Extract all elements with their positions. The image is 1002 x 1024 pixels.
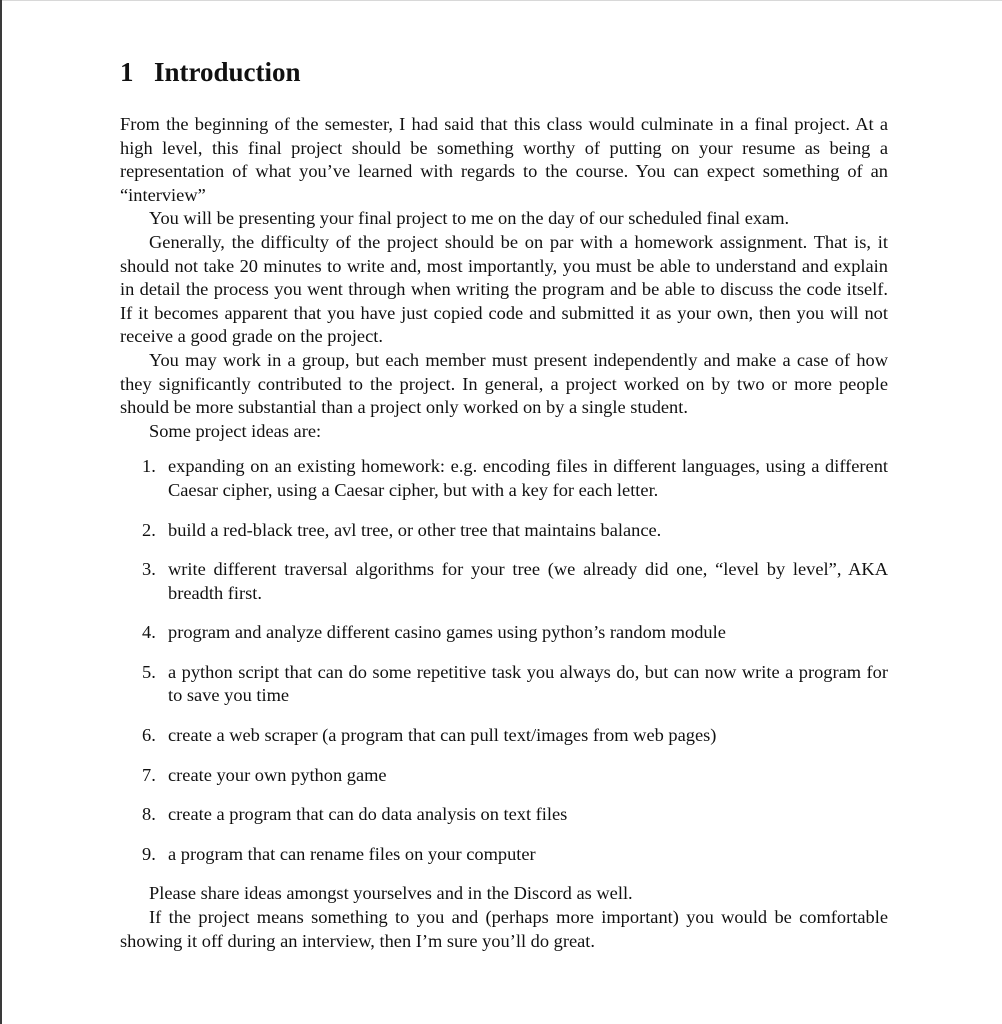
section-title: Introduction <box>154 57 301 87</box>
list-item <box>120 558 888 605</box>
project-ideas-list <box>120 455 888 866</box>
section-heading <box>120 54 888 90</box>
list-item-text: build a red-black tree, avl tree, or other tree that maintains balance. <box>168 519 662 540</box>
list-item-text: program and analyze different casino games using python’s random module <box>168 622 726 643</box>
list-item-number: 6. <box>142 725 156 746</box>
list-item-number: 4. <box>142 622 156 643</box>
paragraph-intro: From the beginning of the semester, I had said that this class would culminate in a final project. At a high level, this final project should be something worthy of putting on your resume as being a representation of what you’ve learned with regards to the course. You can expect something of an “interview” <box>120 114 888 205</box>
list-item-text: a program that can rename files on your computer <box>168 843 536 864</box>
paragraph-group-work: You may work in a group, but each member must present independently and make a case of how they significantly contributed to the project. In general, a project worked on by two or more people should be more substantial than a project only worked on by a single student. <box>120 349 888 418</box>
window-top-edge <box>0 0 1002 1</box>
list-item-text: a python script that can do some repetitive task you always do, but can now write a program for to save you time <box>168 661 888 706</box>
list-item-text: expanding on an existing homework: e.g. encoding files in different languages, using a different Caesar cipher, using a Caesar cipher, but with a key for each letter. <box>168 456 888 500</box>
section-number: 1 <box>120 57 134 87</box>
list-item <box>120 455 888 502</box>
list-item-number: 1. <box>142 456 156 477</box>
paragraph-share-ideas: Please share ideas amongst yourselves and in the Discord as well. <box>149 883 633 904</box>
list-item <box>120 661 888 708</box>
list-item <box>120 803 888 827</box>
paragraph-ideas-intro: Some project ideas are: <box>149 420 322 441</box>
list-item-number: 7. <box>142 764 156 785</box>
list-item <box>120 843 888 867</box>
list-item-text: create a program that can do data analysis on text files <box>168 804 568 825</box>
paragraph-presenting: You will be presenting your final project to me on the day of our scheduled final exam. <box>149 208 790 229</box>
paragraph-difficulty: Generally, the difficulty of the project should be on par with a homework assignment. That is, it should not take 20 minutes to write and, most importantly, you must be able to understand and explain in detail the process you went through when writing the program and be able to discuss the code itself. If it becomes apparent that you have just copied code and submitted it as your own, then you will not receive a good grade on the project. <box>120 231 888 347</box>
list-item-text: create a web scraper (a program that can pull text/images from web pages) <box>168 725 717 746</box>
list-item-number: 5. <box>142 661 156 682</box>
window-left-border <box>0 0 2 1024</box>
document-page <box>120 54 888 953</box>
list-item-text: create your own python game <box>168 764 387 785</box>
list-item-number: 9. <box>142 843 156 864</box>
list-item <box>120 764 888 788</box>
list-item-number: 3. <box>142 559 156 580</box>
paragraph-conclusion: If the project means something to you and (perhaps more important) you would be comfortable showing it off during an interview, then I’m sure you’ll do great. <box>120 907 888 951</box>
list-item-number: 8. <box>142 804 156 825</box>
list-item <box>120 519 888 543</box>
list-item-number: 2. <box>142 519 156 540</box>
list-item-text: write different traversal algorithms for your tree (we already did one, “level by level”, AKA breadth first. <box>168 559 888 603</box>
list-item <box>120 724 888 748</box>
list-item <box>120 621 888 645</box>
